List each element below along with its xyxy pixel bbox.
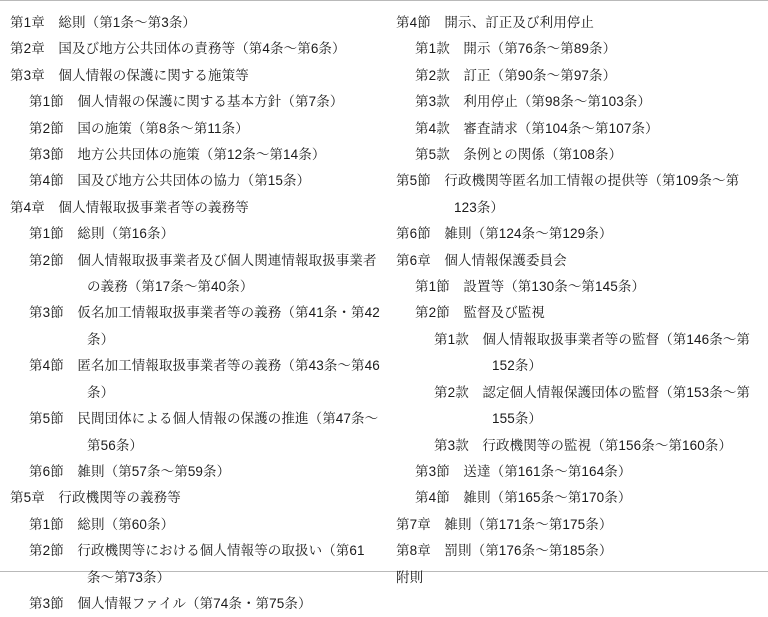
toc-entry: 第5節 民間団体による個人情報の保護の推進（第47条〜第56条） <box>29 411 379 453</box>
toc-entry: 第1款 個人情報取扱事業者等の監督（第146条〜第152条） <box>434 331 751 374</box>
toc-entry: 第2節 国の施策（第8条〜第11条） <box>29 120 249 136</box>
toc-entry: 第1節 総則（第16条） <box>29 226 175 242</box>
toc-entry: 第1節 設置等（第130条〜第145条） <box>415 279 646 295</box>
toc-entry: 第3節 地方公共団体の施策（第12条〜第14条） <box>29 147 326 163</box>
toc-entry: 第2節 監督及び監視 <box>415 305 546 321</box>
toc-entry: 第2款 認定個人情報保護団体の監督（第153条〜第155条） <box>434 384 751 427</box>
toc-entry: 第2款 訂正（第90条〜第97条） <box>415 67 617 83</box>
toc-entry: 第4章 個人情報取扱事業者等の義務等 <box>10 199 249 215</box>
toc-entry: 第4款 審査請求（第104条〜第107条） <box>415 120 659 136</box>
toc-entry: 第1款 開示（第76条〜第89条） <box>415 41 617 57</box>
toc-entry: 第2節 行政機関等における個人情報等の取扱い（第61条〜第73条） <box>29 543 365 585</box>
toc-entry: 第3款 利用停止（第98条〜第103条） <box>415 94 652 110</box>
toc-entry: 第3章 個人情報の保護に関する施策等 <box>10 67 249 83</box>
toc-entry: 第3款 行政機関等の監視（第156条〜第160条） <box>434 437 733 453</box>
toc-entry: 第3節 個人情報ファイル（第74条・第75条） <box>29 595 312 611</box>
toc-entry: 第8章 罰則（第176条〜第185条） <box>396 543 613 559</box>
toc-entry: 第1章 総則（第1条〜第3条） <box>10 15 197 30</box>
toc-entry: 第4節 開示、訂正及び利用停止 <box>396 15 595 30</box>
toc-entry: 第5章 行政機関等の義務等 <box>10 490 181 506</box>
toc-column-right <box>393 10 768 591</box>
toc-entry: 第3節 送達（第161条〜第164条） <box>415 463 632 479</box>
toc-entry: 附則 <box>396 569 424 585</box>
toc-entry: 第2節 個人情報取扱事業者及び個人関連情報取扱事業者の義務（第17条〜第40条） <box>29 252 377 295</box>
toc-entry: 第5節 行政機関等匿名加工情報の提供等（第109条〜第123条） <box>396 173 740 215</box>
toc-entry: 第1節 個人情報の保護に関する基本方針（第7条） <box>29 94 344 110</box>
toc-entry: 第6章 個人情報保護委員会 <box>396 252 567 268</box>
toc-entry: 第4節 雑則（第165条〜第170条） <box>415 490 632 506</box>
toc-entry: 第7章 雑則（第171条〜第175条） <box>396 516 613 532</box>
toc-entry: 第4節 匿名加工情報取扱事業者等の義務（第43条〜第46条） <box>29 358 380 400</box>
toc-entry: 第6節 雑則（第124条〜第129条） <box>396 226 613 242</box>
toc-entry: 第4節 国及び地方公共団体の協力（第15条） <box>29 173 311 189</box>
toc-entry: 第5款 条例との関係（第108条） <box>415 147 623 163</box>
toc-column-left <box>0 10 393 617</box>
toc-entry: 第1節 総則（第60条） <box>29 516 175 532</box>
toc-columns <box>0 10 768 617</box>
toc-entry: 第3節 仮名加工情報取扱事業者等の義務（第41条・第42条） <box>29 305 380 347</box>
toc-entry: 第6節 雑則（第57条〜第59条） <box>29 463 231 479</box>
toc-entry: 第2章 国及び地方公共団体の責務等（第4条〜第6条） <box>10 41 346 57</box>
